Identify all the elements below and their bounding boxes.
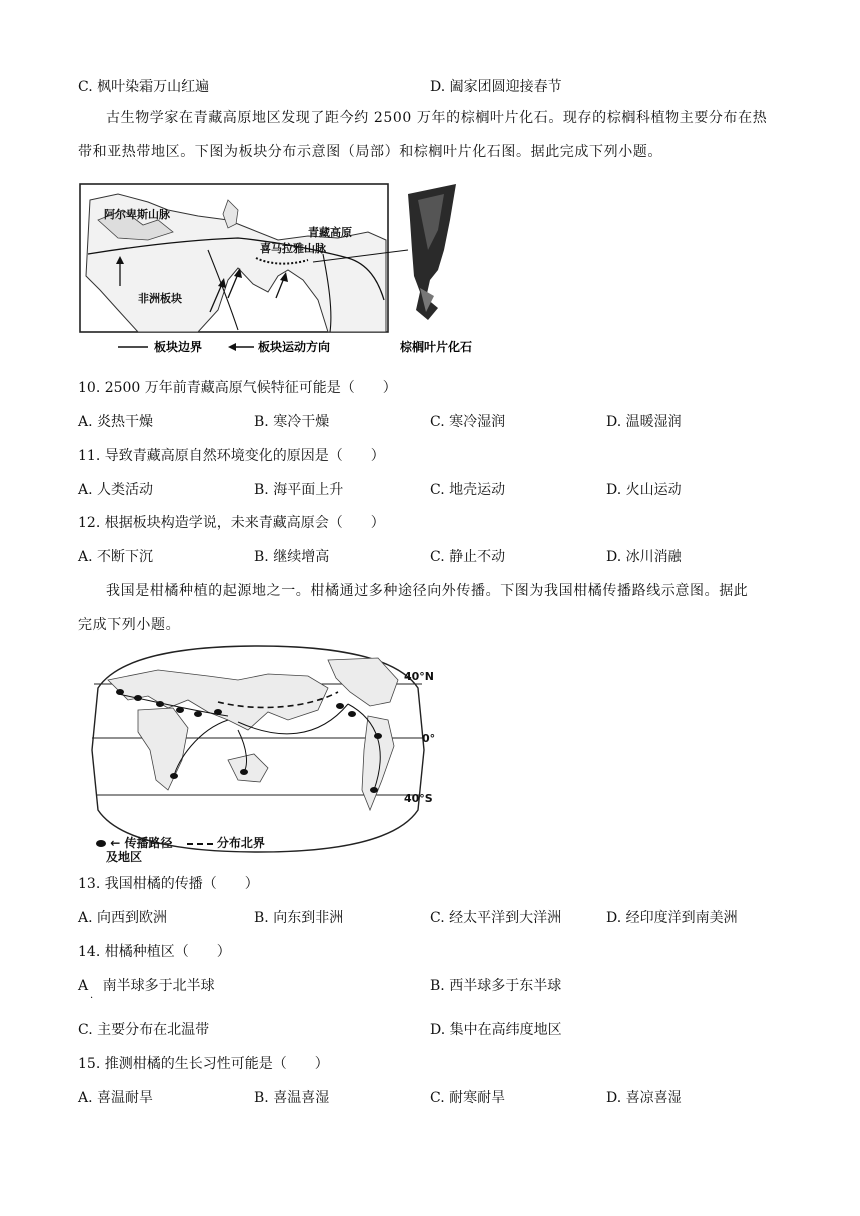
q11-option-d: D. 火山运动 <box>606 482 682 498</box>
legend-direction: 板块运动方向 <box>258 340 331 354</box>
legend-arrow-icon: ← <box>110 836 121 850</box>
q12-option-b: B. 继续增高 <box>254 549 330 565</box>
african-plate-label: 非洲板块 <box>138 292 182 305</box>
question-14: 14. 柑橘种植区（ ） <box>78 944 231 960</box>
intro-line: 带和亚热带地区。下图为板块分布示意图（局部）和棕榈叶片化石图。据此完成下列小题。 <box>78 144 662 160</box>
plate-map-figure <box>78 180 478 360</box>
q10-option-d: D. 温暖湿润 <box>606 414 682 430</box>
question-11: 11. 导致青藏高原自然环境变化的原因是（ ） <box>78 448 385 464</box>
intro-line: 我国是柑橘种植的起源地之一。柑橘通过多种途径向外传播。下图为我国柑橘传播路线示意图。据此 <box>106 583 749 599</box>
lat-40s-label: 40°S <box>404 792 433 805</box>
q13-option-a: A. 向西到欧洲 <box>78 910 168 926</box>
legend-boundary: 分布北界 <box>216 836 265 850</box>
himalaya-label: 喜马拉雅山脉 <box>260 242 326 255</box>
plateau-label: 青藏高原 <box>308 226 352 239</box>
plate-map-svg <box>78 180 478 360</box>
q15-option-a: A. 喜温耐旱 <box>78 1090 154 1106</box>
lat-0-label: 0° <box>422 732 436 745</box>
legend-dash-icon <box>187 843 213 845</box>
q13-option-d: D. 经印度洋到南美洲 <box>606 910 738 926</box>
q12-option-d: D. 冰川消融 <box>606 549 682 565</box>
option-d: D. 阖家团圆迎接春节 <box>430 79 562 95</box>
citrus-map-figure <box>78 640 438 862</box>
legend-route: 传播路径 <box>124 836 173 850</box>
q10-option-b: B. 寒冷干燥 <box>254 414 330 430</box>
option-c: C. 枫叶染霜万山红遍 <box>78 79 210 95</box>
q15-option-d: D. 喜凉喜湿 <box>606 1090 682 1106</box>
q10-option-a: A. 炎热干燥 <box>78 414 154 430</box>
q11-option-a: A. 人类活动 <box>78 482 154 498</box>
citrus-map-svg <box>78 640 438 862</box>
q12-option-c: C. 静止不动 <box>430 549 506 565</box>
dot-mark: · <box>90 993 94 1004</box>
question-12: 12. 根据板块构造学说，未来青藏高原会（ ） <box>78 515 385 531</box>
q14-option-b: B. 西半球多于东半球 <box>430 978 562 994</box>
lat-40n-label: 40°N <box>404 670 435 683</box>
legend-route-2: 及地区 <box>106 850 143 864</box>
q14-option-a <box>78 975 215 1004</box>
q14-option-c: C. 主要分布在北温带 <box>78 1022 210 1038</box>
q15-option-b: B. 喜温喜湿 <box>254 1090 330 1106</box>
intro-line: 完成下列小题。 <box>78 617 181 633</box>
q12-option-a: A. 不断下沉 <box>78 549 154 565</box>
q14-option-a-letter: A <box>78 978 89 994</box>
legend-boundary: 板块边界 <box>154 340 203 354</box>
q15-option-c: C. 耐寒耐旱 <box>430 1090 506 1106</box>
q10-option-c: C. 寒冷湿润 <box>430 414 506 430</box>
q14-option-d: D. 集中在高纬度地区 <box>430 1022 562 1038</box>
alps-label: 阿尔卑斯山脉 <box>104 208 170 221</box>
fossil-caption: 棕榈叶片化石 <box>400 340 473 354</box>
question-10: 10. 2500 万年前青藏高原气候特征可能是（ ） <box>78 380 397 396</box>
intro-line: 古生物学家在青藏高原地区发现了距今约 2500 万年的棕榈叶片化石。现存的棕榈科植物主要分布在热 <box>106 110 768 126</box>
question-13: 13. 我国柑橘的传播（ ） <box>78 876 259 892</box>
q11-option-b: B. 海平面上升 <box>254 482 344 498</box>
q14-option-a-text: 南半球多于北半球 <box>102 978 215 994</box>
q13-option-c: C. 经太平洋到大洋洲 <box>430 910 562 926</box>
intro-paragraph-1 <box>78 101 784 169</box>
route-dot-icon <box>96 840 106 847</box>
intro-paragraph-2 <box>78 574 784 642</box>
q11-option-c: C. 地壳运动 <box>430 482 506 498</box>
question-15: 15. 推测柑橘的生长习性可能是（ ） <box>78 1056 329 1072</box>
q13-option-b: B. 向东到非洲 <box>254 910 344 926</box>
palm-fossil-image <box>408 184 456 320</box>
